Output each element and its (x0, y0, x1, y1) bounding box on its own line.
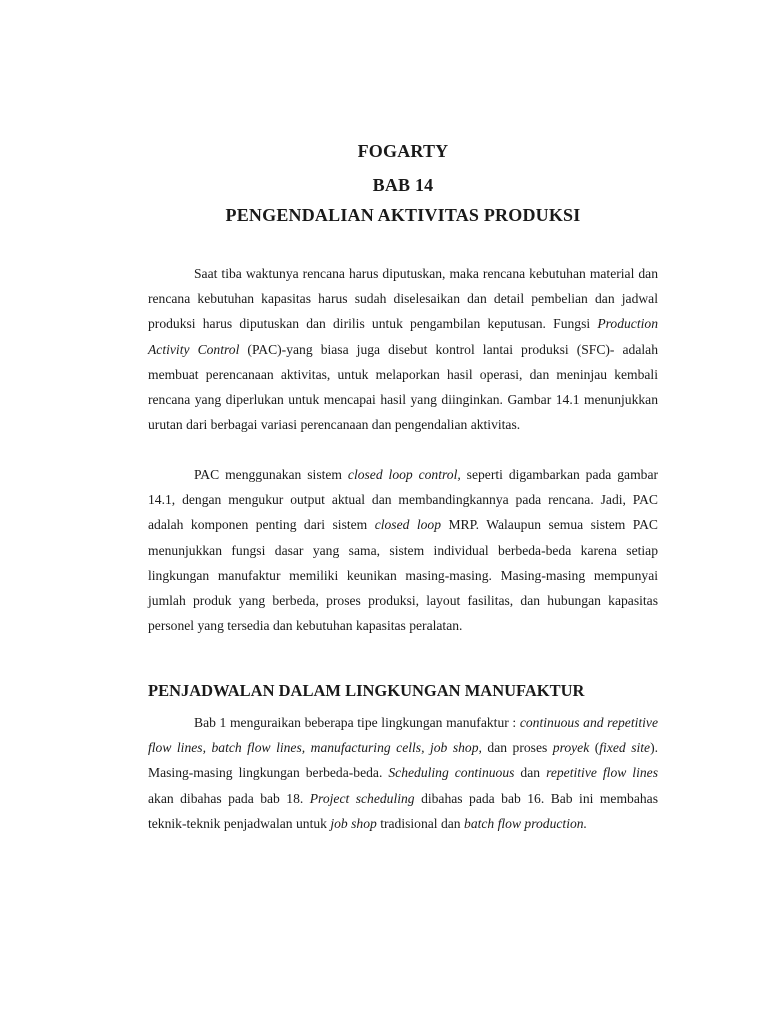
paragraph-text: tradisional dan (376, 815, 465, 831)
chapter-title: PENGENDALIAN AKTIVITAS PRODUKSI (225, 205, 581, 225)
italic-term: Scheduling continuous (388, 765, 515, 781)
italic-term: repetitive flow lines (546, 765, 658, 781)
italic-term: fixed site (599, 740, 651, 756)
italic-term: continuous and repetitive flow lines, batch flow lines, manufacturing cells, job shop, (148, 715, 659, 756)
paragraph-text: Saat tiba waktunya rencana harus diputuskan, maka rencana kebutuhan material dan rencana kebutuhan kapasitas harus sudah diselesaikan dan detail pembelian dan jadwal produksi harus diputuskan dan dirilis untuk pengambilan keputusan. Fungsi (148, 266, 658, 332)
italic-term: Production Activity Control (148, 316, 658, 357)
section-heading: PENJADWALAN DALAM LINGKUNGAN MANUFAKTUR (148, 681, 585, 700)
italic-term: job shop (330, 815, 377, 831)
italic-term: closed loop (374, 517, 442, 533)
paragraph-text: akan dibahas pada bab 18. (148, 790, 310, 806)
paragraph-text: MRP. Walaupun semua sistem PAC menunjukkan fungsi dasar yang sama, sistem individual berbeda-beda karena setiap lingkungan manufaktur memiliki keunikan masing-masing. Masing-masing mempunyai jumlah produk yang berbeda, proses produksi, layout fasilitas, dan hubungan kapasitas personel yang tersedia dan kebutuhan kapasitas peralatan. (148, 517, 658, 634)
paragraph-text: seperti digambarkan pada gambar 14.1, dengan mengukur output aktual dan membandingkannya pada rencana. Jadi, PAC adalah komponen penting dari sistem (148, 467, 659, 533)
paragraph-text: Bab 1 menguraikan beberapa tipe lingkungan manufaktur : (194, 715, 520, 730)
italic-term: batch flow production. (464, 815, 587, 831)
paragraph-text: ). Masing-masing lingkungan berbeda-beda. (148, 740, 659, 781)
paragraph-scheduling (148, 710, 658, 836)
paragraph-text: PAC menggunakan sistem (194, 467, 348, 482)
paragraph-pac (148, 462, 658, 638)
paragraph-intro (148, 261, 658, 437)
italic-term: proyek (552, 740, 590, 756)
paragraph-text: ( (589, 740, 600, 756)
italic-term: Project scheduling (309, 790, 415, 806)
document-author: FOGARTY (357, 141, 449, 161)
italic-term: closed loop control, (347, 467, 461, 482)
paragraph-text: dan proses (481, 740, 553, 756)
paragraph-text: dibahas pada bab 16. Bab ini membahas teknik-teknik penjadwalan untuk (148, 790, 658, 831)
paragraph-text: dan (514, 765, 547, 781)
paragraph-text: (PAC)-yang biasa juga disebut kontrol lantai produksi (SFC)- adalah membuat perencanaan aktivitas, untuk melaporkan hasil operasi, dan meninjau kembali rencana yang diperlukan untuk mencapai hasil yang diinginkan. Gambar 14.1 menunjukkan urutan dari berbagai variasi perencanaan dan pengendalian aktivitas. (148, 341, 658, 433)
chapter-number: BAB 14 (372, 175, 434, 195)
